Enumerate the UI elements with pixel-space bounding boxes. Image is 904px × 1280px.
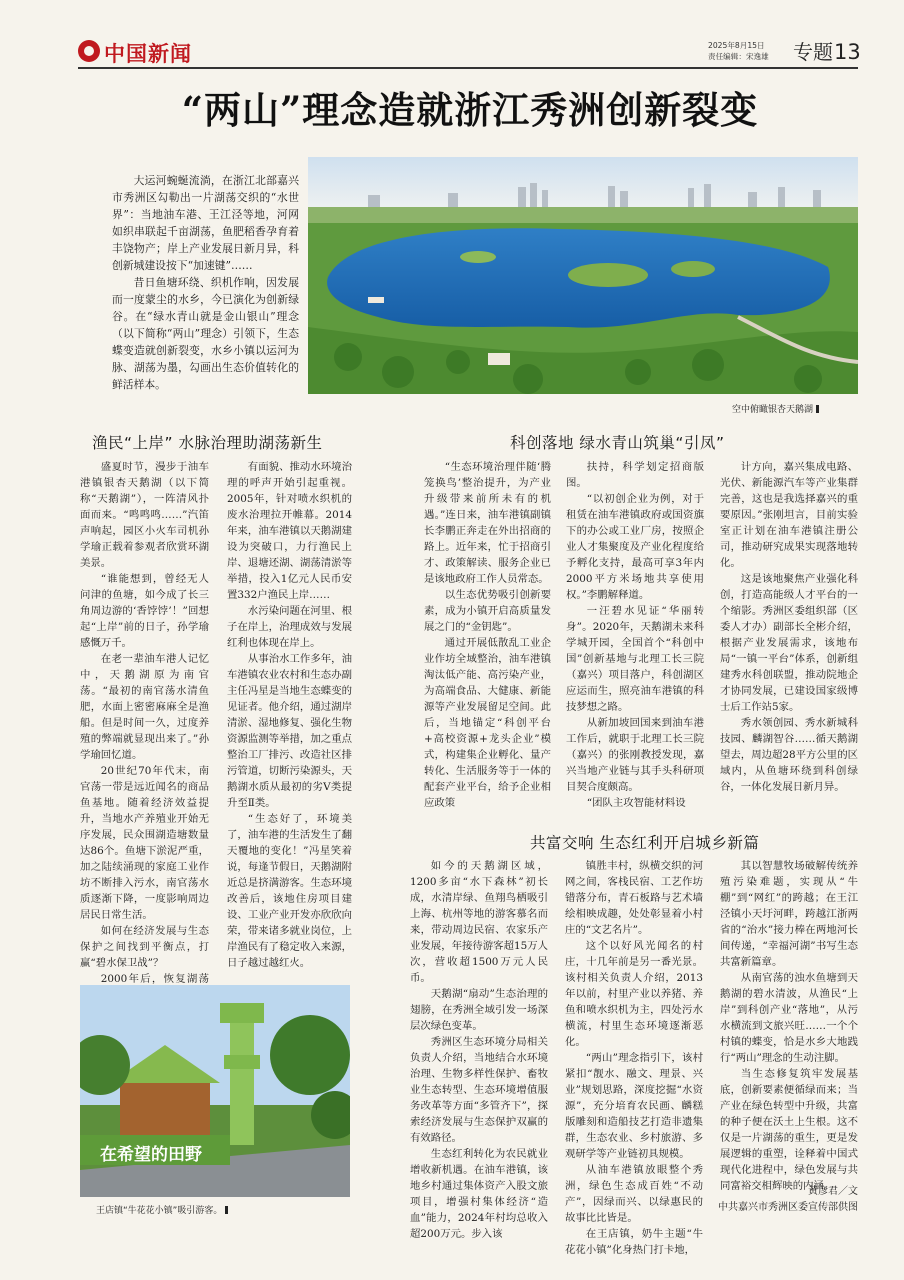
paragraph: 镇胜丰村，纵横交织的河网之间，客栈民宿、工艺作坊错落分布，青石板路与艺术墙绘相映成趣，处处彰显着小村庄的“文艺名片”。 xyxy=(565,860,703,936)
issue-editor: 责任编辑：宋逸雄 xyxy=(708,52,769,61)
lead-paragraph: 昔日鱼塘环绕、织机作响，因发展而一度蒙尘的水乡，今已演化为创新绿谷。在“绿水青山就是金山银山”理念（以下简称“两山”理念）引领下，生态蝶变造就创新裂变，水乡小镇以运河为脉、湖荡为墨，勾画出生态价值转化的鲜活样本。 xyxy=(112,276,299,391)
cow-town-photo xyxy=(80,985,350,1197)
column-6 xyxy=(410,858,548,1242)
paragraph: 其以智慧牧场破解传统养殖污染难题，实现从“牛棚”到“网红”的跨越；在王江泾镇小天圩河畔，跨越江浙两省的“治水”接力棒在两地河长间传递，“幸福河湖”书写生态共富新篇章。 xyxy=(720,860,858,968)
caption-end-mark xyxy=(225,1206,228,1214)
page-number: 13 xyxy=(834,40,861,64)
paragraph: 20世纪70年代末，南官荡一带是远近闻名的商品鱼基地。随着经济效益提升，当地水产养殖业开始无序发展，民众围湖造塘数量达86个。鱼塘下淤泥严重，加之陆续涌现的家庭工业作坊不断排入污水，南官荡水质逐渐下降，一度影响周边居民日常生活。 xyxy=(80,765,209,921)
paragraph: 通过开展低散乱工业企业作坊全域整治，油车港镇淘汰低产能、高污染产业，为高端食品、大健康、新能源等产业发展留足空间。此后，当地锚定“科创平台+高校资源+龙头企业”模式，构建集企业孵化、量产转化、生活服务等于一体的配套产业平台，给予企业相应政策 xyxy=(424,637,551,809)
caption-end-mark xyxy=(816,405,819,413)
masthead-name: 中国新闻 xyxy=(104,41,192,66)
section-label xyxy=(793,36,861,65)
column-1 xyxy=(80,459,209,1003)
photo2-caption-text: 王店镇“牛花花小镇”吸引游客。 xyxy=(96,1206,223,1216)
paragraph: 盛夏时节，漫步于油车港镇银杏天鹅湖（以下简称“天鹅湖”），一阵清风扑面而来。“鸣鸣鸣……”汽笛声响起，园区小火车司机孙学瑜正载着参观者欣赏环湖美景。 xyxy=(80,461,209,569)
paragraph: 从南官荡的浊水鱼塘到天鹅湖的碧水清波，从渔民“上岸”到科创产业“落地”，从污水横流到文旅兴旺……一个个村镇的蝶变，恰是水乡大地践行“两山”理念的生动注脚。 xyxy=(720,972,858,1064)
cow-town-illustration xyxy=(80,985,350,1197)
byline xyxy=(716,1184,858,1216)
paragraph: 有面貌、推动水环境治理的呼声开始引起重视。2005年，针对喷水织机的废水治理拉开帷幕。2014年来，油车港镇以天鹅湖建设为突破口，力行渔民上岸、退塘还湖、湖荡清淤等举措，投入1亿元人民币安置332户渔民上岸…… xyxy=(227,461,352,601)
lead-paragraphs xyxy=(112,172,299,393)
paragraph: “生态好了，环境美了，油车港的生活发生了翻天覆地的变化！”冯星笑着说，每逢节假日，天鹅湖附近总是挤满游客。生态环境改善后，该地住房项目建设、工业产业开发亦欣欣向荣，带来诸多就业岗位，上岸渔民有了稳定收入来源，日子越过越红火。 xyxy=(227,813,352,969)
paragraph: 2000年后，恢复湖荡 xyxy=(100,973,209,985)
paragraph: “两山”理念指引下，该村紧扣“靓水、融文、理景、兴业”规划思路，深度挖掘“水资源”，充分培育农民画、麟糕版雕刻和造船技艺打造非遗集群，生态农业、乡村旅游、多观研学等产业链初具规模。 xyxy=(565,1052,703,1160)
paragraph: “谁能想到，曾经无人问津的鱼塘，如今成了长三角周边游的‘香饽饽’！”回想起“上岸”前的日子，孙学瑜感慨万千。 xyxy=(80,573,209,649)
photo2-caption xyxy=(96,1203,228,1216)
paragraph: 这个以好风光闻名的村庄，十几年前是另一番光景。该村相关负责人介绍，2013年以前，村里产业以养猪、养鱼和喷水织机为主，四处污水横流，村里生态环境逐渐恶化。 xyxy=(565,940,703,1048)
photo-sign-text: 在希望的田野 xyxy=(100,1145,202,1165)
paragraph: 如今的天鹅湖区域，1200多亩“水下森林”初长成，水清岸绿、鱼翔鸟栖吸引上海、杭州等地的游客慕名而来，带动周边民宿、农家乐产业发展，年接待游客超15万人次，营收超1500万元人民币。 xyxy=(410,860,548,984)
section-heading-3: 共富交响 生态红利开启城乡新篇 xyxy=(530,834,760,852)
column-5 xyxy=(720,459,858,795)
byline-author: 黄彦君／文 xyxy=(808,1186,858,1197)
header-divider xyxy=(78,67,858,69)
issue-date: 2025年8月15日 xyxy=(708,41,765,50)
paragraph: 扶持，科学划定招商版图。 xyxy=(566,461,704,489)
paragraph: 在老一辈油车港人记忆中，天鹅湖原为南官荡。“最初的南官荡水清鱼肥，水面上密密麻麻全是渔船。但是时间一久，过度养殖的弊端就显现出来了。”孙学瑜回忆道。 xyxy=(80,653,209,761)
paragraph: “团队主攻智能材料设 xyxy=(586,797,686,809)
section-heading-1: 渔民“上岸” 水脉治理助湖荡新生 xyxy=(92,434,323,452)
lead-paragraph: 大运河蜿蜒流淌，在浙江北部嘉兴市秀洲区勾勒出一片湖荡交织的“水世界”：当地油车港、王江泾等地，河网如织串联起千亩湖荡，鱼肥稻香孕育着丰饶物产；岸上产业发展日新月异，科创新城建设按下“加速键”…… xyxy=(112,174,299,272)
paragraph: 以生态优势吸引创新要素，成为小镇开启高质量发展之门的“金钥匙”。 xyxy=(424,589,551,633)
paragraph: 天鹅湖“扇动”生态治理的翅膀，在秀洲全域引发一场深层次绿色变革。 xyxy=(410,988,548,1032)
paragraph: 如何在经济发展与生态保护之间找到平衡点，打赢“碧水保卫战”？ xyxy=(80,925,209,969)
column-2 xyxy=(227,459,352,971)
hero-caption xyxy=(732,402,819,415)
paragraph: 从事治水工作多年，油车港镇农业农村和生态办副主任冯星是当地生态蝶变的见证者。他介绍，通过湖岸清淤、湿地修复、强化生物资源监测等举措，加之重点整治工厂排污、改造社区排污管道，切断污染源头，天鹅湖水质从最初的劣Ⅴ类提升至Ⅱ类。 xyxy=(227,653,352,809)
paragraph: “生态环境治理伴随‘腾笼换鸟’整治提升，为产业升级带来前所未有的机遇。”连日来，油车港镇副镇长李鹏正奔走在外出招商的路上。近年来，忙于招商引才、政策解读、服务企业已是该地政府工作人员常态。 xyxy=(424,461,551,585)
paragraph: 这是该地聚焦产业强化科创，打造高能级人才平台的一个缩影。秀洲区委组织部（区委人才办）副部长全彬介绍，根据产业发展需求，该地布局“一镇一平台”体系，创新组建秀水科创联盟，推动院地企才协同发展，已建设国家级博士后工作站5家。 xyxy=(720,573,858,713)
paragraph: 生态红利转化为农民就业增收新机遇。在油车港镇，该地乡村通过集体资产入股文旅项目，增强村集体经济“造血”能力，2024年村均总收入超200万元。步入该 xyxy=(410,1148,548,1240)
section-heading-2: 科创落地 绿水青山筑巢“引凤” xyxy=(510,434,725,452)
paragraph: 从油车港镇放眼整个秀洲，绿色生态成百姓“不动产”，因绿而兴、以绿惠民的故事比比皆是。 xyxy=(565,1164,703,1224)
paragraph: “以初创企业为例，对于租赁在油车港镇政府或国资旗下的办公或工业厂房，按照企业人才集聚度及产业化程度给予孵化支持，最高可享3年内2000平方米场地共享使用权。”李鹏解释道。 xyxy=(566,493,704,601)
aerial-lake-photo xyxy=(308,157,858,394)
paragraph: 在王店镇，奶牛主题“牛花花小镇”化身热门打卡地， xyxy=(565,1228,703,1256)
paragraph: 秀洲区生态环境分局相关负责人介绍，当地结合水环境治理、生物多样性保护、畜牧业生态转型、生态环境增值服务改革等方面“多管齐下”，探索经济发展与生态保护双赢的有效路径。 xyxy=(410,1036,548,1144)
paragraph: 秀水领创园、秀水新城科技园、麟湖智谷……循天鹅湖望去，周边超28平方公里的区域内，从鱼塘环绕到科创绿谷，一体化发展日新月异。 xyxy=(720,717,858,793)
paragraph: 一汪碧水见证“华丽转身”。2020年，天鹅湖未来科学城开园，全国首个“科创中国”创新基地与北理工长三院（嘉兴）项目落户，科创湖区应运而生，照亮油车港镇的科技梦想之路。 xyxy=(566,605,704,713)
paragraph: 计方向，嘉兴集成电路、光伏、新能源汽车等产业集群完善，这也是我选择嘉兴的重要原因。”张刚坦言，目前实验室正计划在油车港镇注册公司，推动研究成果实现落地转化。 xyxy=(720,461,858,569)
column-8 xyxy=(720,858,858,1194)
logo-icon xyxy=(78,40,100,62)
paragraph: 水污染问题在河里、根子在岸上，治理成效与发展红利也体现在岸上。 xyxy=(227,605,352,649)
page-title: “两山”理念造就浙江秀洲创新裂变 xyxy=(181,88,759,132)
column-4 xyxy=(566,459,704,811)
masthead-logo xyxy=(78,38,198,64)
paragraph: 当生态修复筑牢发展基底，创新要素便循绿而来；当产业在绿色转型中升级，共富的种子便在沃土上生根。这不仅是一片湖荡的重生，更是发展逻辑的重塑，诠释着中国式现代化进程中，绿色发展与共同富裕交相辉映的内涵。 xyxy=(720,1068,858,1192)
column-3 xyxy=(424,459,551,811)
aerial-lake-illustration xyxy=(308,157,858,394)
paragraph: 从新加坡回国来到油车港工作后，就职于北理工长三院（嘉兴）的张刚教授发现，嘉兴当地产业链与其手头科研项目契合度颇高。 xyxy=(566,717,704,793)
column-7 xyxy=(565,858,703,1258)
byline-photo-credit: 中共嘉兴市秀洲区委宣传部供图 xyxy=(718,1202,858,1213)
section-name: 专题 xyxy=(793,40,833,64)
issue-meta xyxy=(708,40,792,62)
hero-caption-text: 空中俯瞰银杏天鹅湖 xyxy=(732,405,814,415)
